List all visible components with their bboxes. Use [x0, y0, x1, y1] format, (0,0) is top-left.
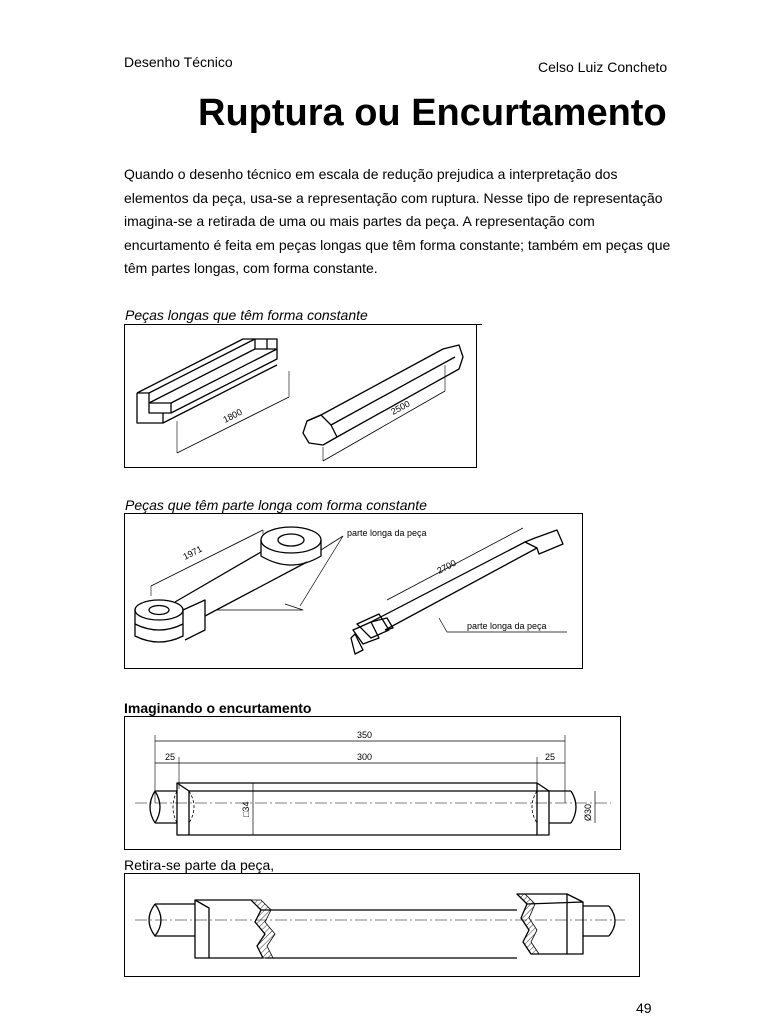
header-left: Desenho Técnico — [124, 54, 233, 70]
intro-paragraph: Quando o desenho técnico em escala de redução prejudica a interpretação dos elementos da peça, usa-se a representação com ruptura. Nesse tipo de representação imagina-se a retirada de uma ou mais partes da peça. A representação com encurtamento é feita em peças longas que têm forma constante; também em peças que têm partes longas, com forma constante. — [124, 166, 671, 276]
figure4-drawing — [125, 874, 641, 978]
dim-1800: 1800 — [221, 406, 244, 425]
figure3-drawing — [125, 717, 622, 851]
dim-300: 300 — [357, 752, 373, 762]
figure4-caption: Retira-se parte da peça, — [124, 857, 275, 873]
figure1-box — [124, 324, 477, 468]
figure2-caption: Peças que têm parte longa com forma constante — [125, 497, 427, 513]
dim-square-34: □34 — [241, 801, 251, 817]
header-right: Celso Luiz Concheto — [538, 59, 668, 75]
dim-diameter-30: Ø30 — [583, 803, 593, 821]
dim-25-right: 25 — [545, 752, 556, 762]
label-parte-longa-top: parte longa da peça — [347, 528, 427, 538]
page-number: 49 — [636, 1000, 652, 1016]
figure2-drawing — [125, 514, 584, 670]
page-title: Ruptura ou Encurtamento — [198, 92, 667, 134]
figure1-caption: Peças longas que têm forma constante — [125, 307, 368, 323]
label-parte-longa-bottom: parte longa da peça — [467, 621, 547, 631]
figure1-drawing — [125, 325, 478, 469]
figure2-box — [124, 513, 583, 669]
figure3-caption: Imaginando o encurtamento — [124, 700, 312, 716]
dim-1971: 1971 — [181, 543, 204, 562]
dim-350: 350 — [357, 730, 373, 740]
dim-2500: 2500 — [389, 398, 412, 417]
dim-2700: 2700 — [435, 557, 458, 576]
figure4-box — [124, 873, 640, 977]
dim-25-left: 25 — [165, 752, 176, 762]
figure3-box — [124, 716, 621, 850]
